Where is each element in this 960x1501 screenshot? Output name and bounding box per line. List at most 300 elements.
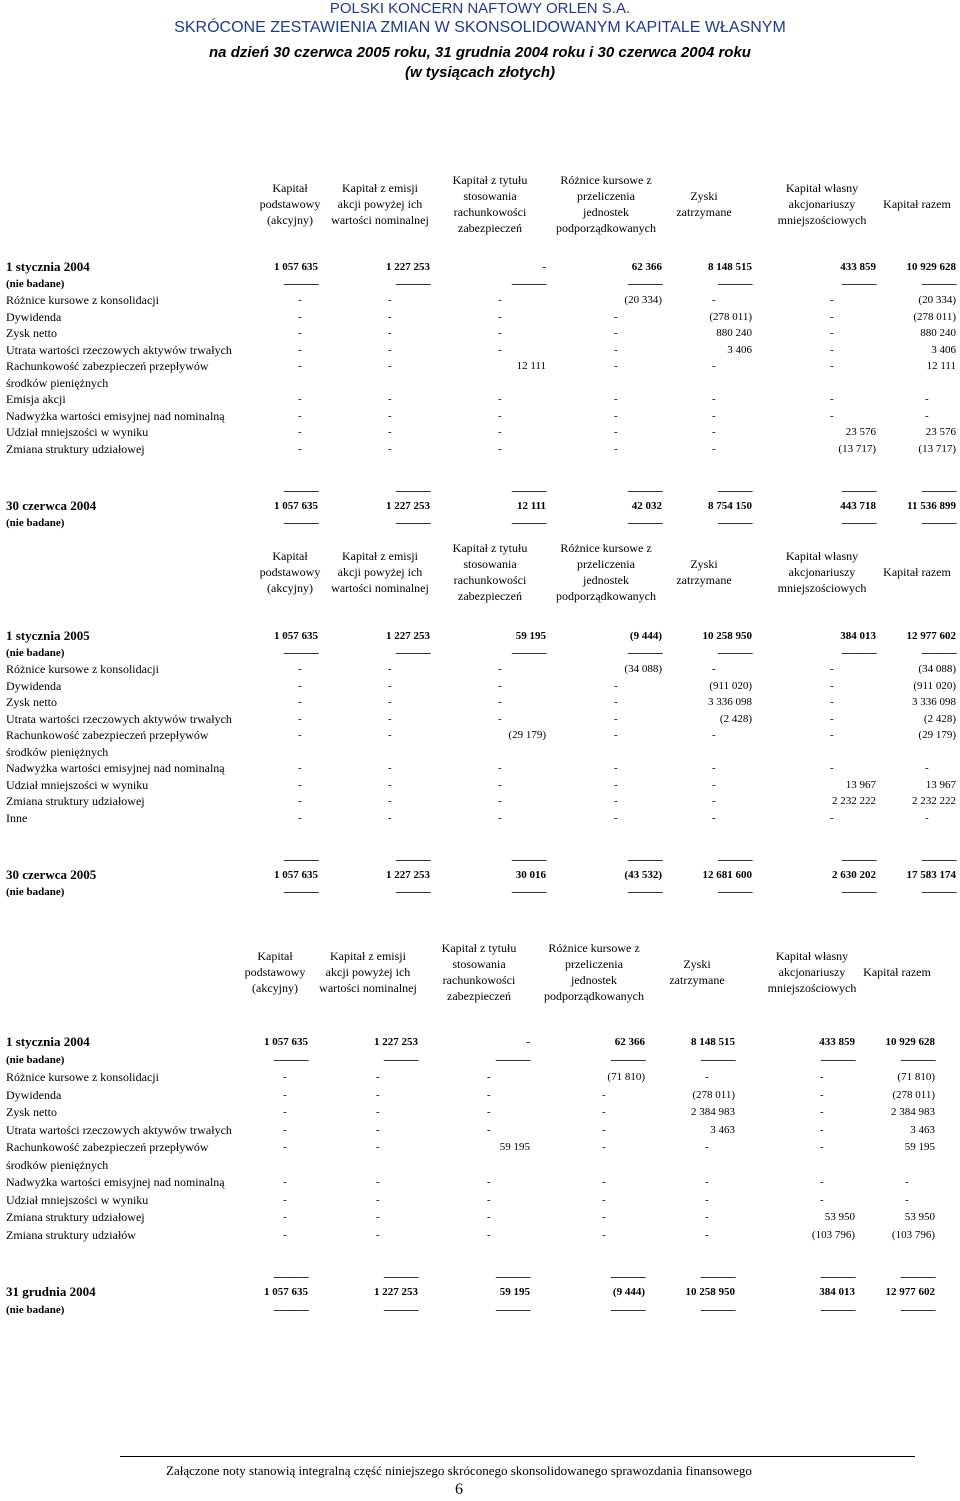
dash-separator: ------------- [495,1303,530,1316]
table-cell: - [830,310,834,323]
column-header-line: rachunkowości [442,973,516,987]
row-label: Utrata wartości rzeczowych aktywów trwałych [6,1122,232,1137]
column-header-line: wartości nominalnej [319,981,417,995]
table-row [6,1192,960,1208]
table-cell: (71 810) [897,1071,935,1083]
table-cell: - [283,1123,287,1136]
table-cell: (911 020) [913,679,956,692]
table-cell: - [712,762,716,774]
table-cell: - [602,1228,606,1241]
opening-balance-row [6,1034,960,1050]
table-cell: - [498,442,502,455]
table-row [6,760,960,776]
row-label: (nie badane) [6,885,65,898]
table-cell: (103 796) [811,1228,855,1241]
company-name: POLSKI KONCERN NAFTOWY ORLEN S.A. [329,0,631,17]
table-cell: - [388,426,392,438]
row-label: Udział mniejszości w wyniku [6,425,149,439]
table-cell: - [526,1036,530,1048]
dash-separator: ------------- [383,1303,418,1316]
table-cell: - [614,795,618,807]
column-header-line: przeliczenia [577,557,635,571]
table-cell: - [487,1123,491,1136]
column-header [837,964,957,980]
row-label: Różnice kursowe z konsolidacji [6,293,159,307]
column-header [320,180,440,228]
dash-separator: ------------- [627,485,662,498]
column-header-line: Kapitał razem [863,965,931,979]
table-cell: - [614,778,618,791]
table-cell: 12 111 [516,500,546,513]
table-cell: 12 111 [516,360,546,372]
table-cell: 10 929 628 [906,261,956,273]
column-header-line: (akcyjny) [267,581,313,595]
table-cell: - [830,294,834,306]
table-row [6,391,960,407]
column-header [637,956,757,988]
table-cell: - [498,795,502,807]
page-number: 6 [455,1481,463,1498]
column-header-line: zabezpieczeń [447,989,511,1003]
table-cell: - [830,811,834,824]
table-cell: 880 240 [716,327,752,339]
column-header-line: Kapitał z tytułu [452,173,528,187]
row-label: Udział mniejszości w wyniku [6,1192,149,1207]
column-header-line: Różnice kursowe z [548,941,640,955]
row-label: Zmiana struktury udziałów [6,1227,136,1242]
row-label: 31 grudnia 2004 [6,1284,96,1300]
table-cell: - [298,409,302,422]
table-cell: 3 463 [910,1123,935,1136]
table-cell: - [614,811,618,824]
column-header-line: podporządkowanych [544,989,644,1003]
table-cell: - [487,1193,491,1206]
row-label: Nadwyżka wartości emisyjnej nad nominalną [6,408,225,423]
table-cell: (13 717) [838,442,876,455]
table-cell: - [487,1176,491,1188]
dash-separator: ------------- [395,485,430,498]
dash-separator: ------------- [395,646,430,659]
table-cell: - [498,696,502,708]
table-cell: - [830,360,834,372]
column-header-line: Kapitał z emisji [342,549,418,563]
table-row [6,1227,960,1243]
row-label: Zysk netto [6,1105,57,1119]
dash-separator: ------------- [395,885,430,898]
table-cell: - [705,1071,709,1083]
table-cell: 17 583 174 [906,869,956,882]
dash-separator: ------------- [283,885,318,898]
row-label: Nadwyżka wartości emisyjnej nad nominalną [6,1175,225,1189]
table-cell: - [498,327,502,339]
table-cell: - [388,294,392,306]
footer-divider [120,1456,915,1457]
row-label: 30 czerwca 2005 [6,867,97,883]
dash-separator: ------------- [841,885,876,898]
column-header-line: podstawowy [259,565,321,579]
table-cell: 13 967 [925,778,956,791]
table-cell: - [614,762,618,774]
row-label: Różnice kursowe z konsolidacji [6,1070,159,1084]
column-header-line: przeliczenia [565,957,623,971]
table-cell: - [820,1088,824,1101]
column-header-line: Zyski [690,189,718,203]
table-cell: 12 977 602 [885,1286,935,1299]
closing-balance-row [6,498,960,514]
table-cell: - [298,811,302,824]
table-cell: 1 227 253 [386,869,430,882]
dash-separator: ------------- [283,277,318,290]
column-header-line: Kapitał z tytułu [441,941,517,955]
table-cell: - [298,762,302,774]
row-label: (nie badane) [6,646,65,659]
table-cell: - [298,795,302,807]
dash-separator: ------------- [900,1303,935,1316]
table-row [6,408,960,424]
statement-dates: na dzień 30 czerwca 2005 roku, 31 grudnia 2004 roku i 30 czerwca 2004 roku [209,44,751,61]
column-header [857,564,960,580]
table-cell: - [498,762,502,774]
dash-separator: ------------- [610,1303,645,1316]
table-cell: (278 011) [892,1088,935,1101]
dash-separator: ------------- [495,1270,530,1283]
table-cell: - [830,409,834,422]
table-cell: - [298,696,302,708]
column-header-line: Różnice kursowe z [560,173,652,187]
table-cell: - [298,360,302,372]
row-label: (nie badane) [6,1053,65,1066]
table-row [6,309,960,325]
table-cell: - [705,1176,709,1188]
table-cell: - [830,729,834,741]
dash-separator: ------------- [921,277,956,290]
table-cell: - [298,778,302,791]
table-cell: - [602,1176,606,1188]
column-header-line: akcji powyżej ich [337,197,423,211]
column-header-line: zatrzymane [676,573,732,587]
dash-separator: ------------- [610,1270,645,1283]
table-cell: - [820,1193,824,1206]
column-header-line: Kapitał razem [883,565,951,579]
column-header-line: stosowania [452,957,506,971]
table-cell: - [376,1228,380,1241]
table-cell: - [283,1106,287,1118]
dash-separator: ------------- [511,277,546,290]
table-cell: - [712,778,716,791]
table-cell: - [614,360,618,372]
table-row [6,727,960,743]
statement-units: (w tysiącach złotych) [404,64,556,81]
table-row [6,1174,960,1190]
column-header-line: mniejszościowych [777,581,867,595]
table-cell: (278 011) [692,1088,735,1101]
table-cell: (2 428) [923,712,956,725]
table-row [6,424,960,440]
table-cell: - [602,1141,606,1153]
table-cell: 62 366 [631,261,662,273]
table-cell: - [614,729,618,741]
row-label: Utrata wartości rzeczowych aktywów trwałych [6,342,232,357]
dash-separator: ------------- [511,646,546,659]
column-header-line: podporządkowanych [556,221,656,235]
table-cell: - [614,310,618,323]
dash-separator: ------------- [395,854,430,867]
table-cell: - [614,426,618,438]
table-cell: - [487,1071,491,1083]
table-row [6,744,960,760]
table-cell: - [283,1071,287,1083]
dash-separator: ------------- [820,1303,855,1316]
table-row [6,1157,960,1173]
dash-separator: ------------- [921,854,956,867]
table-cell: 30 016 [515,869,546,882]
table-cell: - [614,679,618,692]
column-header [534,940,654,1004]
table-cell: 1 227 253 [386,500,430,513]
table-cell: - [712,729,716,741]
column-header [308,948,428,996]
table-cell: - [298,663,302,675]
table-cell: - [602,1123,606,1136]
dash-separator: ------------- [273,1270,308,1283]
dash-separator: ------------- [921,646,956,659]
table-cell: 53 950 [824,1211,855,1223]
dash-separator: ------------- [627,646,662,659]
dash-separator: ------------- [511,516,546,529]
table-cell: 1 057 635 [274,500,318,513]
row-label: Inne [6,810,28,825]
row-label: Dywidenda [6,1087,62,1102]
table-cell: (20 334) [624,294,662,306]
table-cell: 12 111 [926,360,956,372]
table-cell: - [498,778,502,791]
table-row [6,661,960,677]
table-cell: - [283,1088,287,1101]
dash-separator: ------------- [841,485,876,498]
table-cell: (71 810) [607,1071,645,1083]
column-header-line: rachunkowości [453,573,527,587]
table-cell: 3 406 [727,343,752,356]
table-cell: - [498,393,502,405]
column-header-line: akcji powyżej ich [325,965,411,979]
table-row [6,711,960,727]
table-cell: - [712,409,716,422]
table-row [6,1122,960,1138]
table-cell: - [388,409,392,422]
table-cell: - [376,1123,380,1136]
column-header-line: Kapitał własny [785,181,859,195]
column-header-line: przeliczenia [577,189,635,203]
table-cell: 10 258 950 [702,630,752,642]
row-label: 1 stycznia 2004 [6,259,90,274]
dash-separator: ------------- [273,1303,308,1316]
table-cell: - [830,679,834,692]
column-header-line: wartości nominalnej [331,213,429,227]
table-cell: - [298,343,302,356]
dash-separator: ------------- [717,277,752,290]
dash-separator: ------------- [511,885,546,898]
dash-separator: ------------- [283,646,318,659]
table-cell: - [614,409,618,422]
table-cell: - [614,696,618,708]
column-header-line: Kapitał [257,949,293,963]
dash-separator: ------------- [627,885,662,898]
table-cell: 1 057 635 [264,1286,308,1299]
column-header-line: akcjonariuszy [788,197,856,211]
dash-separator: ------------- [383,1270,418,1283]
table-cell: 2 384 983 [691,1106,735,1118]
table-cell: - [298,442,302,455]
table-row [6,777,960,793]
table-cell: - [712,663,716,675]
table-cell: - [830,712,834,725]
row-label: Rachunkowość zabezpieczeń przepływów [6,359,209,373]
table-cell: - [830,327,834,339]
closing-balance-row [6,867,960,883]
table-cell: 59 195 [904,1141,935,1153]
table-cell: - [820,1071,824,1083]
table-cell: 23 576 [925,426,956,438]
dash-separator: ------------- [395,516,430,529]
table-cell: 8 148 515 [691,1036,735,1048]
column-header [419,940,539,1004]
table-cell: 2 630 202 [832,869,876,882]
column-header [430,172,550,236]
dash-separator: ------------- [841,277,876,290]
row-label: Zysk netto [6,695,57,709]
table-cell: - [487,1088,491,1101]
dash-separator: ------------- [841,854,876,867]
table-cell: - [498,409,502,422]
dash-separator: ------------- [820,1053,855,1066]
dash-separator: ------------- [610,1053,645,1066]
dash-separator: ------------- [700,1053,735,1066]
table-row [6,1104,960,1120]
column-header-line: mniejszościowych [777,213,867,227]
opening-balance-row [6,259,960,275]
dash-separator: ------------- [900,1270,935,1283]
column-header-line: stosowania [463,557,517,571]
column-header-line: akcjonariuszy [778,965,846,979]
table-cell: - [925,762,929,774]
column-header-line: stosowania [463,189,517,203]
table-cell: 53 950 [904,1211,935,1223]
dash-separator: ------------- [395,277,430,290]
table-row [6,1069,960,1085]
table-cell: - [614,327,618,339]
table-cell: - [712,360,716,372]
column-header-line: Kapitał z emisji [342,181,418,195]
table-cell: - [498,811,502,824]
table-cell: - [925,811,929,824]
table-cell: - [705,1228,709,1241]
table-cell: - [388,360,392,372]
table-cell: 59 195 [499,1141,530,1153]
table-cell: 59 195 [515,630,546,642]
dash-separator: ------------- [921,885,956,898]
row-label: (nie badane) [6,516,65,529]
table-row [6,441,960,457]
table-cell: 1 057 635 [264,1036,308,1048]
table-cell: 11 536 899 [907,500,956,513]
table-cell: - [830,343,834,356]
table-row [6,1139,960,1155]
column-header-line: Kapitał [272,181,308,195]
table-cell: - [498,426,502,438]
table-cell: - [376,1071,380,1083]
dash-separator: ------------- [921,485,956,498]
dash-separator: ------------- [717,885,752,898]
row-label: Zysk netto [6,326,57,340]
table-cell: 13 967 [845,778,876,791]
table-cell: 1 227 253 [374,1286,418,1299]
row-label: Różnice kursowe z konsolidacji [6,662,159,676]
dash-separator: ------------- [717,485,752,498]
dash-separator: ------------- [273,1053,308,1066]
table-cell: - [376,1141,380,1153]
table-cell: - [283,1211,287,1223]
table-cell: - [283,1141,287,1153]
table-cell: 1 227 253 [386,261,430,273]
table-cell: 3 336 098 [912,696,956,708]
row-label: Utrata wartości rzeczowych aktywów trwałych [6,711,232,726]
table-cell: 1 057 635 [274,630,318,642]
table-cell: - [283,1176,287,1188]
table-cell: - [376,1088,380,1101]
table-cell: 3 463 [710,1123,735,1136]
table-cell: (278 011) [709,310,752,323]
dash-separator: ------------- [900,1053,935,1066]
column-header-line: zatrzymane [676,205,732,219]
column-header-line: podporządkowanych [556,589,656,603]
table-cell: 8 754 150 [708,500,752,513]
table-cell: - [712,795,716,807]
table-cell: - [712,393,716,405]
dash-separator: ------------- [511,485,546,498]
row-label: środków pieniężnych [6,744,109,759]
table-row [6,358,960,374]
table-cell: - [905,1176,909,1188]
dash-separator: ------------- [283,854,318,867]
column-header-line: akcjonariuszy [788,565,856,579]
table-row [6,694,960,710]
table-row [6,793,960,809]
column-header [320,548,440,596]
table-cell: - [298,310,302,323]
dash-separator: ------------- [511,854,546,867]
table-cell: - [705,1211,709,1223]
column-header-line: Kapitał własny [775,949,849,963]
table-cell: (20 334) [918,294,956,306]
table-cell: - [376,1176,380,1188]
table-cell: - [298,294,302,306]
dash-separator: ------------- [921,516,956,529]
column-header-line: podstawowy [259,197,321,211]
table-cell: - [602,1106,606,1118]
column-header-line: Kapitał z tytułu [452,541,528,555]
row-label: 1 stycznia 2004 [6,1034,90,1049]
column-header-line: wartości nominalnej [331,581,429,595]
separator-row [6,1269,960,1285]
table-cell: (43 532) [624,869,662,882]
table-cell: 1 227 253 [386,630,430,642]
column-header [644,188,764,220]
dash-separator: ------------- [383,1053,418,1066]
table-cell: - [925,409,929,422]
table-cell: 384 013 [819,1286,855,1299]
table-cell: - [614,343,618,356]
table-cell: - [830,663,834,675]
